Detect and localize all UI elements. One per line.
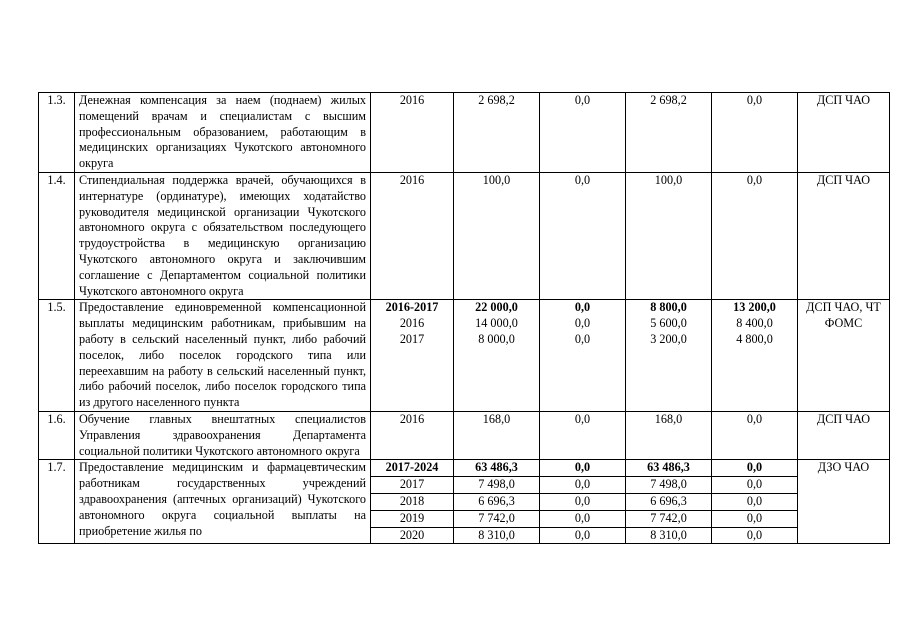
total-value: 22 000,0 (475, 300, 518, 315)
cell-years (371, 411, 454, 459)
fed-value: 0,0 (574, 172, 591, 187)
cell-total (454, 172, 540, 299)
fed-value: 0,0 (540, 494, 625, 511)
cell-other (712, 93, 798, 173)
cell-other (712, 460, 798, 544)
total-value: 8 310,0 (478, 527, 515, 542)
reg-value: 3 200,0 (650, 331, 687, 346)
cell-reg (626, 300, 712, 412)
reg-value: 63 486,3 (626, 460, 711, 477)
years-value: 2018 (371, 494, 453, 511)
row-description: Стипендиальная поддержка врачей, обучающихся в интернатуре (ординатуре), имеющих ходатайство руководителя медицинской организации Чукотского автономного округа с обязательством последующего трудоустройства в медицинскую организацию Чукотского автономного округа и заключившим соглашение с Департаментом социальной политики Чукотского автономного округа (75, 172, 371, 299)
row-number: 1.5. (39, 300, 75, 412)
fed-value: 0,0 (574, 411, 591, 426)
total-value: 2 698,2 (478, 93, 515, 107)
row-number: 1.7. (39, 460, 75, 544)
fed-value: 0,0 (574, 527, 591, 542)
fed-value: 0,0 (574, 331, 591, 346)
other-value: 0,0 (712, 477, 797, 494)
reg-value: 2 698,2 (650, 93, 687, 107)
cell-years (371, 300, 454, 412)
cell-total (454, 93, 540, 173)
cell-fed (540, 300, 626, 412)
other-value: 0,0 (712, 511, 797, 528)
cell-other (712, 172, 798, 299)
cell-other (712, 300, 798, 412)
row-number: 1.4. (39, 172, 75, 299)
row-description: Предоставление единовременной компенсационной выплаты медицинским работникам, прибывшим на работу в сельский населенный пункт, либо рабочий поселок, либо поселок городского типа или переехавшим на работу в сельский населенный пункт, либо рабочий поселок, либо поселок городского типа из другого населенного пункта (75, 300, 371, 412)
other-value: 0,0 (712, 494, 797, 511)
reg-value: 7 498,0 (626, 477, 711, 494)
other-value: 0,0 (746, 527, 763, 542)
fed-value: 0,0 (574, 93, 591, 107)
cell-years (371, 172, 454, 299)
cell-total (454, 411, 540, 459)
other-value: 8 400,0 (736, 316, 773, 331)
reg-value: 168,0 (654, 411, 683, 426)
cell-fed (540, 172, 626, 299)
years-value: 2017 (371, 477, 453, 494)
table-row (39, 300, 890, 412)
cell-reg (626, 411, 712, 459)
total-value: 6 696,3 (454, 494, 539, 511)
fed-value: 0,0 (540, 511, 625, 528)
row-description: Денежная компенсация за наем (поднаем) жилых помещений врачам и специалистам с высшим профессиональным образованием, работающим в медицинских организациях Чукотского автономного округа (75, 93, 371, 173)
fed-value: 0,0 (574, 316, 591, 331)
row-number: 1.3. (39, 93, 75, 173)
other-value: 0,0 (746, 93, 763, 107)
table-row (39, 93, 890, 173)
reg-value: 8 800,0 (650, 300, 687, 315)
other-value: 13 200,0 (733, 300, 776, 315)
row-executor: ДСП ЧАО (798, 172, 890, 299)
row-executor: ДЗО ЧАО (798, 460, 890, 544)
reg-value: 8 310,0 (650, 527, 687, 542)
total-value: 168,0 (482, 411, 511, 426)
row-executor: ДСП ЧАО, ЧТ ФОМС (798, 300, 890, 412)
cell-reg (626, 172, 712, 299)
reg-value: 7 742,0 (626, 511, 711, 528)
cell-fed (540, 93, 626, 173)
total-value: 63 486,3 (454, 460, 539, 477)
other-value: 0,0 (746, 411, 763, 426)
years-value: 2017 (399, 331, 425, 346)
table-row (39, 411, 890, 459)
fed-value: 0,0 (540, 477, 625, 494)
cell-fed (540, 411, 626, 459)
years-value: 2016-2017 (385, 300, 439, 315)
cell-years (371, 460, 454, 544)
total-value: 7 498,0 (454, 477, 539, 494)
years-value: 2017-2024 (371, 460, 453, 477)
cell-years (371, 93, 454, 173)
cell-other (712, 411, 798, 459)
years-value: 2019 (371, 511, 453, 528)
other-value: 4 800,0 (736, 331, 773, 346)
total-value: 100,0 (482, 172, 511, 187)
cell-reg (626, 460, 712, 544)
years-value: 2016 (399, 172, 425, 187)
row-number: 1.6. (39, 411, 75, 459)
row-executor: ДСП ЧАО (798, 411, 890, 459)
years-value: 2016 (399, 411, 425, 426)
years-value: 2020 (399, 527, 425, 542)
cell-total (454, 460, 540, 544)
row-description: Обучение главных внештатных специалистов Управления здравоохранения Департамента социальной политики Чукотского автономного округа (75, 411, 371, 459)
total-value: 8 000,0 (478, 331, 515, 346)
reg-value: 6 696,3 (626, 494, 711, 511)
total-value: 14 000,0 (475, 316, 518, 331)
row-description: Предоставление медицинским и фармацевтическим работникам государственных учреждений здравоохранения (аптечных организаций) Чукотского автономного округа социальной выплаты на приобретение жилья по (75, 460, 371, 544)
fed-value: 0,0 (574, 300, 591, 315)
years-value: 2016 (399, 93, 425, 107)
other-value: 0,0 (712, 460, 797, 477)
cell-total (454, 300, 540, 412)
row-executor: ДСП ЧАО (798, 93, 890, 173)
other-value: 0,0 (746, 172, 763, 187)
total-value: 7 742,0 (454, 511, 539, 528)
table-row (39, 460, 890, 544)
cell-fed (540, 460, 626, 544)
program-table (38, 92, 890, 544)
reg-value: 100,0 (654, 172, 683, 187)
years-value: 2016 (399, 316, 425, 331)
cell-reg (626, 93, 712, 173)
fed-value: 0,0 (540, 460, 625, 477)
reg-value: 5 600,0 (650, 316, 687, 331)
table-row (39, 172, 890, 299)
